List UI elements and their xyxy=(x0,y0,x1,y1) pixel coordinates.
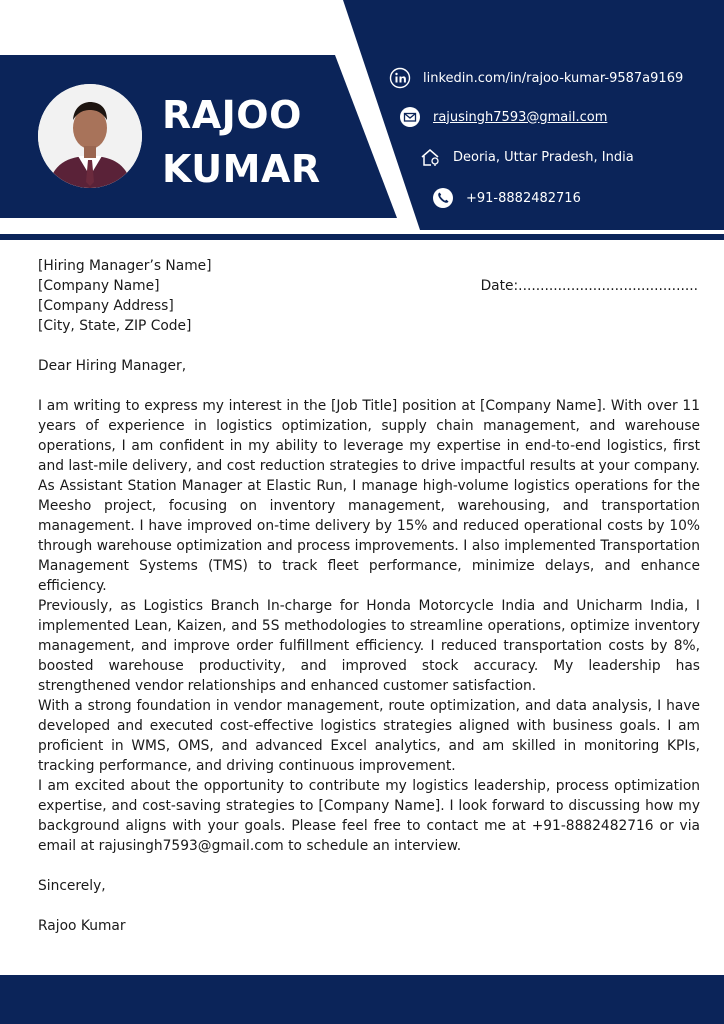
recipient-name: [Hiring Manager’s Name] xyxy=(38,258,212,274)
recipient-address: [Company Address] xyxy=(38,298,174,314)
letter-content xyxy=(38,256,700,936)
header-divider-line xyxy=(0,234,724,240)
closing: Sincerely, xyxy=(38,878,106,894)
applicant-name xyxy=(162,88,321,196)
footer-band xyxy=(0,975,724,1024)
recipient-block xyxy=(38,256,700,336)
phone-number[interactable]: +91-8882482716 xyxy=(466,190,581,206)
paragraph-intro: I am writing to express my interest in the [Job Title] position at [Company Name]. With over 11 years of experience in logistics optimization, supply chain management, and warehouse operations, I am confident in my ability to leverage my expertise in end-to-end logistics, first and last-mile delivery, and cost reduction strategies to drive impactful results at your company. xyxy=(38,398,700,474)
letter-body xyxy=(38,396,700,856)
contact-phone[interactable] xyxy=(432,187,581,209)
date-field: Date:......................................... xyxy=(480,278,698,294)
email-icon xyxy=(399,106,421,128)
recipient-city: [City, State, ZIP Code] xyxy=(38,318,192,334)
recipient-company: [Company Name] xyxy=(38,278,160,294)
paragraph-current-role: As Assistant Station Manager at Elastic Run, I manage high-volume logistics operations for the Meesho project, focusing on inventory management, warehousing, and transportation management. I have improved on-time delivery by 15% and reduced operational costs by 10% through warehouse optimization and process improvements. I also implemented Transportation Management Systems (TMS) to track fleet performance, minimize delays, and enhance efficiency. xyxy=(38,478,700,594)
linkedin-icon xyxy=(389,67,411,89)
home-location-icon xyxy=(419,146,441,168)
name-first: RAJOO xyxy=(162,93,302,137)
contact-linkedin[interactable] xyxy=(389,67,683,89)
header-banner xyxy=(0,0,724,240)
phone-icon xyxy=(432,187,454,209)
paragraph-skills: With a strong foundation in vendor management, route optimization, and data analysis, I have developed and executed cost-effective logistics strategies aligned with business goals. I am proficient in WMS, OMS, and advanced Excel analytics, and am skilled in monitoring KPIs, tracking performance, and driving continuous improvement. xyxy=(38,698,700,774)
location-text: Deoria, Uttar Pradesh, India xyxy=(453,149,634,165)
profile-photo xyxy=(38,84,142,188)
contact-location xyxy=(419,146,634,168)
name-last: KUMAR xyxy=(162,147,321,191)
contact-email[interactable] xyxy=(399,106,607,128)
linkedin-url[interactable]: linkedin.com/in/rajoo-kumar-9587a9169 xyxy=(423,70,684,86)
paragraph-previous-role: Previously, as Logistics Branch In-charge for Honda Motorcycle India and Unicharm India, I implemented Lean, Kaizen, and 5S methodologies to streamline operations, optimize inventory management, and improve order fulfillment efficiency. I reduced transportation costs by 8%, boosted warehouse productivity, and improved stock accuracy. My leadership has strengthened vendor relationships and enhanced customer satisfaction. xyxy=(38,598,700,694)
signature-name: Rajoo Kumar xyxy=(38,918,126,934)
salutation: Dear Hiring Manager, xyxy=(38,358,187,374)
email-address[interactable]: rajusingh7593@gmail.com xyxy=(433,109,608,125)
paragraph-conclusion: I am excited about the opportunity to contribute my logistics leadership, process optimization expertise, and cost-saving strategies to [Company Name]. I look forward to discussing how my background aligns with your goals. Please feel free to contact me at +91-8882482716 or via email at rajusingh7593@gmail.com to schedule an interview. xyxy=(38,778,700,854)
